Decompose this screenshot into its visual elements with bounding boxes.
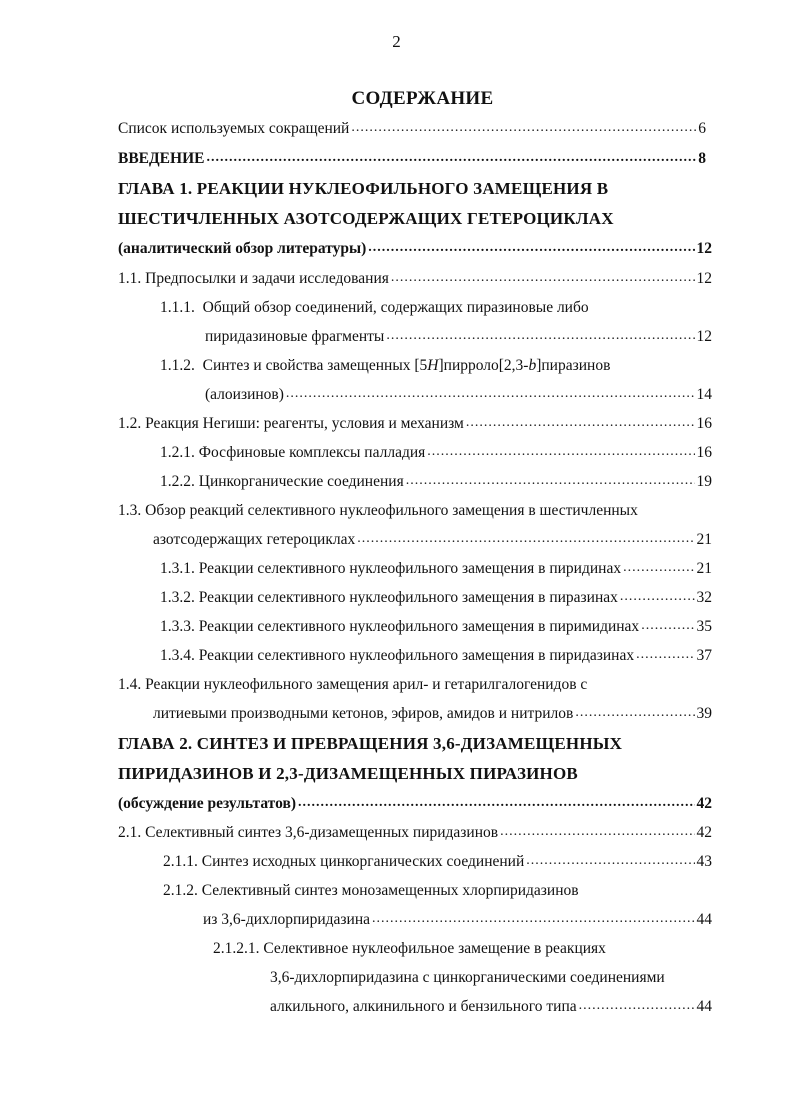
page-number: 2 [392, 32, 401, 51]
dot-leader [368, 240, 694, 258]
toc-entry: 1.3.1. Реакции селективного нуклеофильного замещения в пиридинах ..... 21 [160, 554, 712, 583]
toc-entry: азотсодержащих гетероциклах ..... 21 [153, 525, 712, 554]
dot-leader [466, 415, 695, 433]
toc-entry: 1.3. Обзор реакций селективного нуклеофильного замещения в шестичленных [118, 501, 638, 519]
toc-page-number: 12 [696, 327, 712, 345]
toc-page-number: 39 [696, 704, 712, 722]
dot-leader [357, 531, 694, 549]
toc-page-number: 44 [696, 997, 712, 1015]
toc-entry: 1.1.1. Общий обзор соединений, содержащих пиразиновые либо [160, 298, 589, 316]
toc-entry: 1.2.1. Фосфиновые комплексы палладия ..... 16 [160, 438, 712, 467]
section-number: 1.1.2. [160, 356, 195, 374]
toc-entry: ВВЕДЕНИЕ ..... 8 [118, 144, 706, 173]
dot-leader [286, 386, 695, 404]
dot-leader [386, 328, 694, 346]
toc-entry: пиридазиновые фрагменты ..... 12 [205, 322, 712, 351]
dot-leader [575, 705, 694, 723]
toc-entry: алкильного, алкинильного и бензильного типа ..... 44 [270, 992, 712, 1021]
toc-page-number: 6 [698, 119, 706, 137]
toc-entry: 1.4. Реакции нуклеофильного замещения арил- и гетарилгалогенидов с [118, 675, 588, 693]
toc-entry: 1.1. Предпосылки и задачи исследования ..... 12 [118, 264, 712, 293]
toc-page-number: 16 [696, 414, 712, 432]
toc-page-number: 35 [696, 617, 712, 635]
dot-leader [351, 120, 696, 138]
dot-leader [636, 647, 694, 665]
toc-entry: из 3,6-дихлорпиридазина ..... 44 [203, 905, 712, 934]
toc-page-number: 21 [696, 559, 712, 577]
toc-entry: 1.3.3. Реакции селективного нуклеофильного замещения в пиримидинах ..... 35 [160, 612, 712, 641]
toc-entry: 2.1.1. Синтез исходных цинкорганических соединений ..... 43 [163, 847, 712, 876]
toc-page-number: 42 [696, 794, 712, 812]
section-number: 1.1.1. [160, 298, 195, 316]
dot-leader [500, 824, 694, 842]
toc-entry: Список используемых сокращений ..... 6 [118, 114, 706, 143]
toc-entry: 1.2.2. Цинкорганические соединения ..... 19 [160, 467, 712, 496]
dot-leader [206, 150, 696, 168]
dot-leader [579, 998, 695, 1016]
toc-entry: 1.2. Реакция Негиши: реагенты, условия и механизм ..... 16 [118, 409, 712, 438]
toc-page-number: 16 [696, 443, 712, 461]
toc-entry: 1.1.2. Синтез и свойства замещенных [5H]пирроло[2,3-b]пиразинов [160, 356, 611, 374]
page-title: СОДЕРЖАНИЕ [351, 88, 494, 109]
dot-leader [427, 444, 694, 462]
toc-page-number: 19 [696, 472, 712, 490]
toc-page-number: 21 [696, 530, 712, 548]
toc-entry: 2.1.2.1. Селективное нуклеофильное замещение в реакциях [213, 939, 606, 957]
dot-leader [623, 560, 694, 578]
toc-page-number: 37 [696, 646, 712, 664]
toc-entry: 1.3.4. Реакции селективного нуклеофильного замещения в пиридазинах ..... 37 [160, 641, 712, 670]
toc-entry: (обсуждение результатов) ..... 42 [118, 789, 712, 818]
toc-entry: (алоизинов) ..... 14 [205, 380, 712, 409]
toc-entry: 1.3.2. Реакции селективного нуклеофильного замещения в пиразинах ..... 32 [160, 583, 712, 612]
toc-chapter-heading: ГЛАВА 2. СИНТЕЗ И ПРЕВРАЩЕНИЯ 3,6-ДИЗАМЕЩЕННЫХ [118, 733, 623, 753]
dot-leader [620, 589, 695, 607]
toc-page-number: 12 [696, 239, 712, 257]
toc-page-number: 44 [696, 910, 712, 928]
toc-chapter-heading: ГЛАВА 1. РЕАКЦИИ НУКЛЕОФИЛЬНОГО ЗАМЕЩЕНИЯ В [118, 178, 609, 198]
dot-leader [298, 795, 695, 813]
toc-page-number: 43 [696, 852, 712, 870]
dot-leader [641, 618, 694, 636]
dot-leader [372, 911, 695, 929]
toc-chapter-heading: ШЕСТИЧЛЕННЫХ АЗОТСОДЕРЖАЩИХ ГЕТЕРОЦИКЛАХ [118, 208, 614, 228]
toc-page-number: 14 [696, 385, 712, 403]
toc-entry: литиевыми производными кетонов, эфиров, амидов и нитрилов ..... 39 [153, 699, 712, 728]
toc-page-number: 42 [696, 823, 712, 841]
toc-page-number: 32 [696, 588, 712, 606]
dot-leader [526, 853, 694, 871]
toc-entry: 2.1.2. Селективный синтез монозамещенных хлорпиридазинов [163, 881, 579, 899]
toc-chapter-heading: ПИРИДАЗИНОВ И 2,3-ДИЗАМЕЩЕННЫХ ПИРАЗИНОВ [118, 763, 578, 783]
dot-leader [406, 473, 695, 491]
toc-entry: 2.1. Селективный синтез 3,6-дизамещенных пиридазинов ..... 42 [118, 818, 712, 847]
toc-entry: 3,6-дихлорпиридазина с цинкорганическими соединениями [270, 968, 665, 986]
toc-page-number: 8 [698, 149, 706, 167]
toc-entry: (аналитический обзор литературы) ..... 12 [118, 234, 712, 263]
dot-leader [391, 270, 695, 288]
toc-page-number: 12 [696, 269, 712, 287]
